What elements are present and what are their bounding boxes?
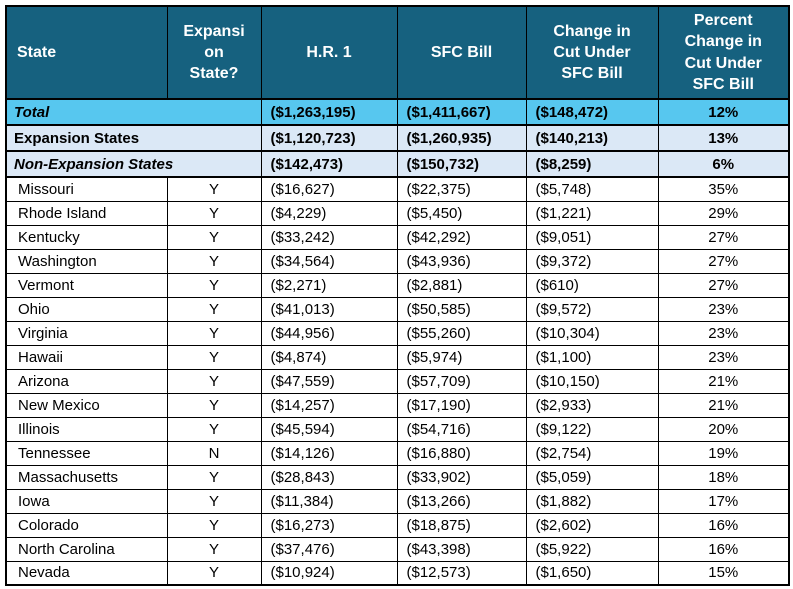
hr1-value: ($44,956) xyxy=(261,321,397,345)
percent-change-value: 23% xyxy=(658,345,789,369)
sfc-bill-value: ($18,875) xyxy=(397,513,526,537)
col-header-percent-change-label: Percent Change in Cut Under SFC Bill xyxy=(684,12,762,93)
expansion-flag: Y xyxy=(167,201,261,225)
hr1-value: ($4,229) xyxy=(261,201,397,225)
hr1-value: ($14,257) xyxy=(261,393,397,417)
col-header-expansion-state-label: Expansion State? xyxy=(183,22,245,83)
col-header-hr1 xyxy=(261,6,397,99)
percent-change-value: 20% xyxy=(658,417,789,441)
hr1-value: ($10,924) xyxy=(261,561,397,585)
summary-change-in-cut-value: ($140,213) xyxy=(526,125,658,151)
change-in-cut-value: ($1,100) xyxy=(526,345,658,369)
summary-sfc-bill-value: ($1,411,667) xyxy=(397,99,526,125)
state-name: Colorado xyxy=(6,513,167,537)
sfc-bill-value: ($22,375) xyxy=(397,177,526,201)
state-name: Arizona xyxy=(6,369,167,393)
state-name: New Mexico xyxy=(6,393,167,417)
hr1-value: ($45,594) xyxy=(261,417,397,441)
state-name: Illinois xyxy=(6,417,167,441)
hr1-value: ($33,242) xyxy=(261,225,397,249)
hr1-value: ($47,559) xyxy=(261,369,397,393)
state-row xyxy=(6,273,789,297)
percent-change-value: 27% xyxy=(658,249,789,273)
summary-row-label: Non-Expansion States xyxy=(6,151,261,177)
sfc-bill-value: ($33,902) xyxy=(397,465,526,489)
sfc-bill-value: ($5,450) xyxy=(397,201,526,225)
expansion-flag: N xyxy=(167,441,261,465)
state-row xyxy=(6,561,789,585)
sfc-bill-value: ($2,881) xyxy=(397,273,526,297)
hr1-value: ($34,564) xyxy=(261,249,397,273)
summary-hr1-value: ($142,473) xyxy=(261,151,397,177)
state-row xyxy=(6,417,789,441)
change-in-cut-value: ($1,882) xyxy=(526,489,658,513)
col-header-change-in-cut xyxy=(526,6,658,99)
state-name: Massachusetts xyxy=(6,465,167,489)
sfc-bill-value: ($5,974) xyxy=(397,345,526,369)
percent-change-value: 17% xyxy=(658,489,789,513)
percent-change-value: 19% xyxy=(658,441,789,465)
summary-sfc-bill-value: ($1,260,935) xyxy=(397,125,526,151)
change-in-cut-value: ($10,150) xyxy=(526,369,658,393)
hr1-value: ($41,013) xyxy=(261,297,397,321)
change-in-cut-value: ($9,051) xyxy=(526,225,658,249)
state-name: Rhode Island xyxy=(6,201,167,225)
percent-change-value: 29% xyxy=(658,201,789,225)
hr1-value: ($16,273) xyxy=(261,513,397,537)
expansion-flag: Y xyxy=(167,393,261,417)
change-in-cut-value: ($5,922) xyxy=(526,537,658,561)
summary-row-label: Expansion States xyxy=(6,125,261,151)
state-name: Iowa xyxy=(6,489,167,513)
change-in-cut-value: ($2,602) xyxy=(526,513,658,537)
percent-change-value: 35% xyxy=(658,177,789,201)
summary-row xyxy=(6,125,789,151)
percent-change-value: 21% xyxy=(658,369,789,393)
state-name: Ohio xyxy=(6,297,167,321)
summary-sfc-bill-value: ($150,732) xyxy=(397,151,526,177)
state-row xyxy=(6,513,789,537)
state-name: Kentucky xyxy=(6,225,167,249)
summary-percent-change-value: 6% xyxy=(658,151,789,177)
state-name: Washington xyxy=(6,249,167,273)
change-in-cut-value: ($9,572) xyxy=(526,297,658,321)
col-header-state-label: State xyxy=(17,43,57,61)
hr1-value: ($14,126) xyxy=(261,441,397,465)
expansion-flag: Y xyxy=(167,465,261,489)
summary-rows xyxy=(6,99,789,177)
expansion-flag: Y xyxy=(167,297,261,321)
sfc-bill-value: ($17,190) xyxy=(397,393,526,417)
summary-change-in-cut-value: ($8,259) xyxy=(526,151,658,177)
percent-change-value: 23% xyxy=(658,321,789,345)
percent-change-value: 16% xyxy=(658,513,789,537)
change-in-cut-value: ($610) xyxy=(526,273,658,297)
percent-change-value: 21% xyxy=(658,393,789,417)
change-in-cut-value: ($9,372) xyxy=(526,249,658,273)
state-row xyxy=(6,321,789,345)
summary-change-in-cut-value: ($148,472) xyxy=(526,99,658,125)
sfc-bill-value: ($54,716) xyxy=(397,417,526,441)
expansion-flag: Y xyxy=(167,489,261,513)
change-in-cut-value: ($2,933) xyxy=(526,393,658,417)
state-name: Missouri xyxy=(6,177,167,201)
change-in-cut-value: ($1,221) xyxy=(526,201,658,225)
sfc-bill-value: ($43,936) xyxy=(397,249,526,273)
medicaid-cuts-table xyxy=(5,5,790,586)
change-in-cut-value: ($10,304) xyxy=(526,321,658,345)
percent-change-value: 18% xyxy=(658,465,789,489)
expansion-flag: Y xyxy=(167,321,261,345)
summary-hr1-value: ($1,120,723) xyxy=(261,125,397,151)
percent-change-value: 27% xyxy=(658,225,789,249)
summary-row xyxy=(6,99,789,125)
state-row xyxy=(6,177,789,201)
state-row xyxy=(6,465,789,489)
state-rows xyxy=(6,177,789,585)
sfc-bill-value: ($13,266) xyxy=(397,489,526,513)
col-header-state xyxy=(6,6,167,99)
expansion-flag: Y xyxy=(167,273,261,297)
percent-change-value: 23% xyxy=(658,297,789,321)
state-row xyxy=(6,393,789,417)
col-header-percent-change xyxy=(658,6,789,99)
expansion-flag: Y xyxy=(167,561,261,585)
sfc-bill-value: ($12,573) xyxy=(397,561,526,585)
sfc-bill-value: ($55,260) xyxy=(397,321,526,345)
expansion-flag: Y xyxy=(167,417,261,441)
summary-hr1-value: ($1,263,195) xyxy=(261,99,397,125)
state-row xyxy=(6,441,789,465)
state-name: North Carolina xyxy=(6,537,167,561)
state-name: Tennessee xyxy=(6,441,167,465)
change-in-cut-value: ($1,650) xyxy=(526,561,658,585)
hr1-value: ($16,627) xyxy=(261,177,397,201)
state-name: Virginia xyxy=(6,321,167,345)
summary-row xyxy=(6,151,789,177)
col-header-hr1-label: H.R. 1 xyxy=(306,43,352,61)
hr1-value: ($37,476) xyxy=(261,537,397,561)
state-row xyxy=(6,249,789,273)
col-header-sfc-bill-label: SFC Bill xyxy=(430,43,493,61)
expansion-flag: Y xyxy=(167,537,261,561)
sfc-bill-value: ($50,585) xyxy=(397,297,526,321)
expansion-flag: Y xyxy=(167,225,261,249)
state-row xyxy=(6,369,789,393)
col-header-expansion-state xyxy=(167,6,261,99)
expansion-flag: Y xyxy=(167,249,261,273)
sfc-bill-value: ($16,880) xyxy=(397,441,526,465)
table-header xyxy=(6,6,789,99)
change-in-cut-value: ($9,122) xyxy=(526,417,658,441)
state-name: Hawaii xyxy=(6,345,167,369)
state-row xyxy=(6,297,789,321)
expansion-flag: Y xyxy=(167,177,261,201)
change-in-cut-value: ($5,748) xyxy=(526,177,658,201)
expansion-flag: Y xyxy=(167,369,261,393)
percent-change-value: 16% xyxy=(658,537,789,561)
col-header-change-in-cut-label: Change in Cut Under SFC Bill xyxy=(553,22,631,83)
summary-percent-change-value: 13% xyxy=(658,125,789,151)
sfc-bill-value: ($43,398) xyxy=(397,537,526,561)
sfc-bill-value: ($57,709) xyxy=(397,369,526,393)
state-name: Nevada xyxy=(6,561,167,585)
col-header-sfc-bill xyxy=(397,6,526,99)
summary-row-label: Total xyxy=(6,99,261,125)
hr1-value: ($28,843) xyxy=(261,465,397,489)
state-row xyxy=(6,201,789,225)
expansion-flag: Y xyxy=(167,345,261,369)
change-in-cut-value: ($5,059) xyxy=(526,465,658,489)
hr1-value: ($2,271) xyxy=(261,273,397,297)
header-row xyxy=(6,6,789,99)
expansion-flag: Y xyxy=(167,513,261,537)
state-row xyxy=(6,345,789,369)
state-row xyxy=(6,489,789,513)
state-row xyxy=(6,225,789,249)
state-row xyxy=(6,537,789,561)
percent-change-value: 15% xyxy=(658,561,789,585)
state-name: Vermont xyxy=(6,273,167,297)
sfc-bill-value: ($42,292) xyxy=(397,225,526,249)
hr1-value: ($11,384) xyxy=(261,489,397,513)
change-in-cut-value: ($2,754) xyxy=(526,441,658,465)
percent-change-value: 27% xyxy=(658,273,789,297)
summary-percent-change-value: 12% xyxy=(658,99,789,125)
hr1-value: ($4,874) xyxy=(261,345,397,369)
